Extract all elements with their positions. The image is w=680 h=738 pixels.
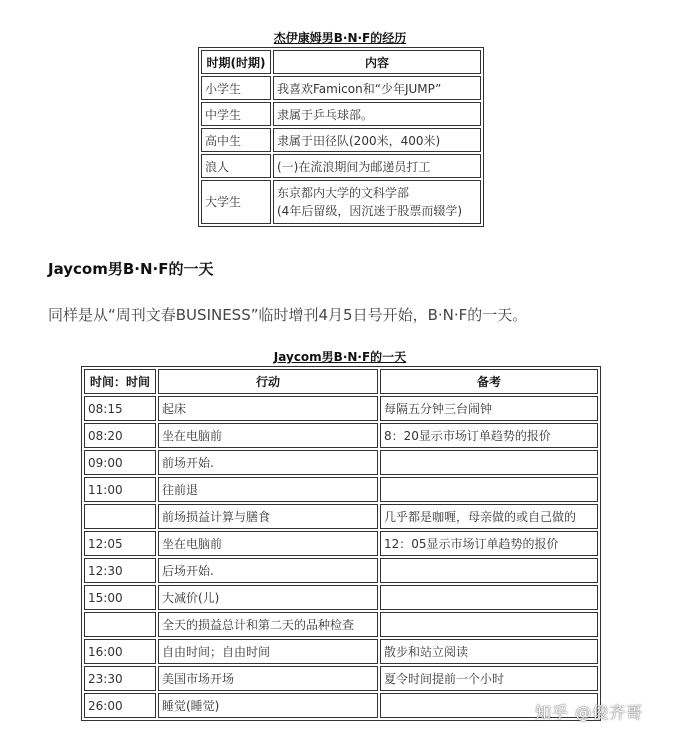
time-cell — [84, 504, 156, 529]
time-cell: 08:15 — [84, 396, 156, 421]
time-cell: 23:30 — [84, 666, 156, 691]
action-cell: 坐在电脑前 — [158, 423, 378, 448]
content-cell — [273, 180, 481, 224]
time-cell — [84, 612, 156, 637]
table-row — [84, 531, 598, 556]
action-cell: 起床 — [158, 396, 378, 421]
time-cell: 12:30 — [84, 558, 156, 583]
table-row — [84, 612, 598, 637]
table-row — [84, 423, 598, 448]
note-cell: 每隔五分钟三台闹钟 — [380, 396, 598, 421]
content-cell — [273, 128, 481, 152]
action-cell: 前场损益计算与膳食 — [158, 504, 378, 529]
note-cell — [380, 612, 598, 637]
table-row — [84, 585, 598, 610]
content-cell — [273, 76, 481, 100]
content-line: 隶属于田径队(200米，400米) — [277, 133, 441, 148]
note-cell: 夏令时间提前一个小时 — [380, 666, 598, 691]
table-row — [84, 558, 598, 583]
action-cell: 美国市场开场 — [158, 666, 378, 691]
note-cell — [380, 558, 598, 583]
content-cell — [273, 102, 481, 126]
note-cell: 8：20显示市场订单趋势的报价 — [380, 423, 598, 448]
table-row — [84, 693, 598, 718]
table-row — [84, 666, 598, 691]
content-line: 我喜欢Famicon和“少年JUMP” — [277, 81, 442, 96]
period-cell: 浪人 — [201, 154, 271, 178]
note-cell — [380, 585, 598, 610]
table-header-row — [201, 50, 481, 74]
content-cell — [273, 154, 481, 178]
watermark: 知乎 @俊齐哥 — [535, 703, 644, 722]
time-cell: 08:20 — [84, 423, 156, 448]
table-header-row — [84, 369, 598, 394]
note-cell — [380, 477, 598, 502]
action-cell: 睡觉(睡觉) — [158, 693, 378, 718]
period-cell: 中学生 — [201, 102, 271, 126]
action-cell: 大减价(儿) — [158, 585, 378, 610]
table-row — [201, 154, 481, 178]
column-header: 时期(时期) — [201, 50, 271, 74]
action-cell: 往前退 — [158, 477, 378, 502]
period-cell: 小学生 — [201, 76, 271, 100]
content-line: 隶属于乒乓球部。 — [277, 107, 374, 122]
period-cell: 高中生 — [201, 128, 271, 152]
action-cell: 后场开始. — [158, 558, 378, 583]
content-line: (一)在流浪期间为邮递员打工 — [277, 159, 431, 174]
time-cell: 16:00 — [84, 639, 156, 664]
period-cell: 大学生 — [201, 180, 271, 224]
table-row — [84, 477, 598, 502]
time-cell: 09:00 — [84, 450, 156, 475]
note-cell: 散步和站立阅读 — [380, 639, 598, 664]
table-row — [84, 396, 598, 421]
column-header: 内容 — [273, 50, 481, 74]
content-line: 东京都内大学的文科学部 — [277, 186, 410, 200]
column-header: 备考 — [380, 369, 598, 394]
section-paragraph: 同样是从“周刊文春BUSINESS”临时增刊4月5日号开始，B·N·F的一天。 — [48, 306, 528, 324]
content-line: (4年后留级，因沉迷于股票而辍学) — [277, 204, 462, 218]
table-row — [201, 102, 481, 126]
note-cell: 几乎都是咖喱，母亲做的或自己做的 — [380, 504, 598, 529]
table-row — [84, 504, 598, 529]
time-cell: 11:00 — [84, 477, 156, 502]
table-row — [201, 76, 481, 100]
table-row — [201, 180, 481, 224]
career-table — [198, 47, 484, 227]
action-cell: 前场开始. — [158, 450, 378, 475]
table2-caption: Jaycom男B·N·F的一天 — [273, 350, 407, 364]
time-cell: 26:00 — [84, 693, 156, 718]
note-cell: 12：05显示市场订单趋势的报价 — [380, 531, 598, 556]
action-cell: 坐在电脑前 — [158, 531, 378, 556]
action-cell: 自由时间；自由时间 — [158, 639, 378, 664]
time-cell: 15:00 — [84, 585, 156, 610]
column-header: 时间：时间 — [84, 369, 156, 394]
table-row — [201, 128, 481, 152]
daily-schedule-table — [81, 366, 601, 721]
table-row — [84, 450, 598, 475]
section-heading: Jaycom男B·N·F的一天 — [48, 260, 214, 278]
time-cell: 12:05 — [84, 531, 156, 556]
action-cell: 全天的损益总计和第二天的品种检查 — [158, 612, 378, 637]
column-header: 行动 — [158, 369, 378, 394]
table1-caption: 杰伊康姆男B·N·F的经历 — [273, 31, 407, 45]
note-cell — [380, 450, 598, 475]
table-row — [84, 639, 598, 664]
